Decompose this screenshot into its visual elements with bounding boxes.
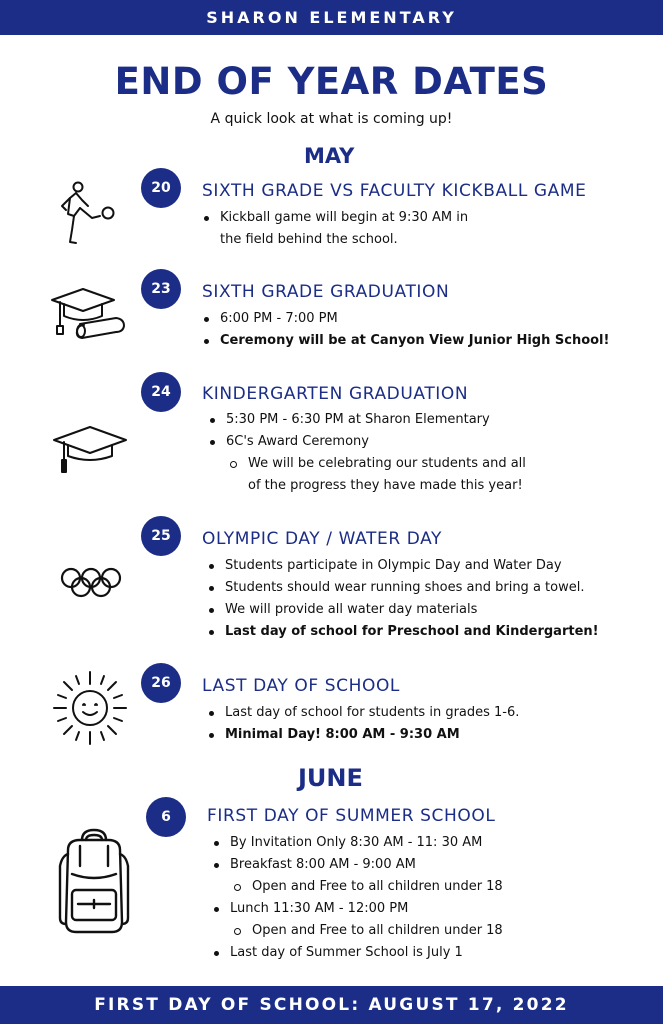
list-item: Ceremony will be at Canyon View Junior High School! xyxy=(203,330,609,352)
event-title-summer-school: FIRST DAY OF SUMMER SCHOOL xyxy=(207,806,496,826)
first-day-of-school-text: FIRST DAY OF SCHOOL: AUGUST 17, 2022 xyxy=(94,995,569,1015)
list-item: Kickball game will begin at 9:30 AM in xyxy=(203,207,468,229)
event-title-kindergarten-graduation: KINDERGARTEN GRADUATION xyxy=(202,384,469,404)
school-name: SHARON ELEMENTARY xyxy=(206,8,457,27)
event-details-summer-school xyxy=(213,832,503,964)
list-item: By Invitation Only 8:30 AM - 11: 30 AM xyxy=(213,832,503,854)
date-badge-6: 6 xyxy=(146,797,186,837)
list-item: Students should wear running shoes and bring a towel. xyxy=(208,577,599,599)
kickball-player-icon xyxy=(58,180,118,248)
list-item: 6:00 PM - 7:00 PM xyxy=(203,308,609,330)
list-item: We will be celebrating our students and all xyxy=(209,453,526,475)
list-item: 6C's Award Ceremony xyxy=(209,431,526,453)
backpack-icon xyxy=(54,826,134,938)
olympic-rings-icon xyxy=(60,566,122,600)
graduation-cap-diploma-icon xyxy=(50,286,128,342)
list-item: Last day of school for students in grades 1-6. xyxy=(208,702,519,724)
date-badge-20: 20 xyxy=(141,168,181,208)
date-badge-25: 25 xyxy=(141,516,181,556)
list-item: the field behind the school. xyxy=(220,232,398,247)
event-details-olympic-day xyxy=(208,555,599,643)
list-item: Students participate in Olympic Day and Water Day xyxy=(208,555,599,577)
list-item: of the progress they have made this year! xyxy=(248,478,523,493)
date-badge-23: 23 xyxy=(141,269,181,309)
header-bar xyxy=(0,0,663,35)
event-title-last-day-of-school: LAST DAY OF SCHOOL xyxy=(202,676,400,696)
month-heading-june: JUNE xyxy=(298,764,363,792)
list-item: Last day of Summer School is July 1 xyxy=(213,942,503,964)
list-item: Breakfast 8:00 AM - 9:00 AM xyxy=(213,854,503,876)
list-item: Last day of school for Preschool and Kindergarten! xyxy=(208,621,599,643)
month-heading-may: MAY xyxy=(304,144,355,168)
list-item: Open and Free to all children under 18 xyxy=(213,876,503,898)
page-subtitle: A quick look at what is coming up! xyxy=(210,111,453,127)
event-details-kickball xyxy=(203,207,468,251)
footer-bar xyxy=(0,986,663,1024)
event-title-kickball: SIXTH GRADE VS FACULTY KICKBALL GAME xyxy=(202,181,587,201)
event-details-kindergarten-graduation xyxy=(209,409,526,497)
list-item: We will provide all water day materials xyxy=(208,599,599,621)
graduation-cap-icon xyxy=(52,424,128,476)
page-title: END OF YEAR DATES xyxy=(114,60,549,103)
list-item: Lunch 11:30 AM - 12:00 PM xyxy=(213,898,503,920)
event-details-sixth-grade-graduation xyxy=(203,308,609,352)
list-item: 5:30 PM - 6:30 PM at Sharon Elementary xyxy=(209,409,526,431)
event-title-olympic-day: OLYMPIC DAY / WATER DAY xyxy=(202,529,443,549)
list-item: Minimal Day! 8:00 AM - 9:30 AM xyxy=(208,724,519,746)
smiling-sun-icon xyxy=(52,670,128,746)
date-badge-24: 24 xyxy=(141,372,181,412)
event-details-last-day-of-school xyxy=(208,702,519,746)
date-badge-26: 26 xyxy=(141,663,181,703)
list-item: Open and Free to all children under 18 xyxy=(213,920,503,942)
event-title-sixth-grade-graduation: SIXTH GRADE GRADUATION xyxy=(202,282,450,302)
